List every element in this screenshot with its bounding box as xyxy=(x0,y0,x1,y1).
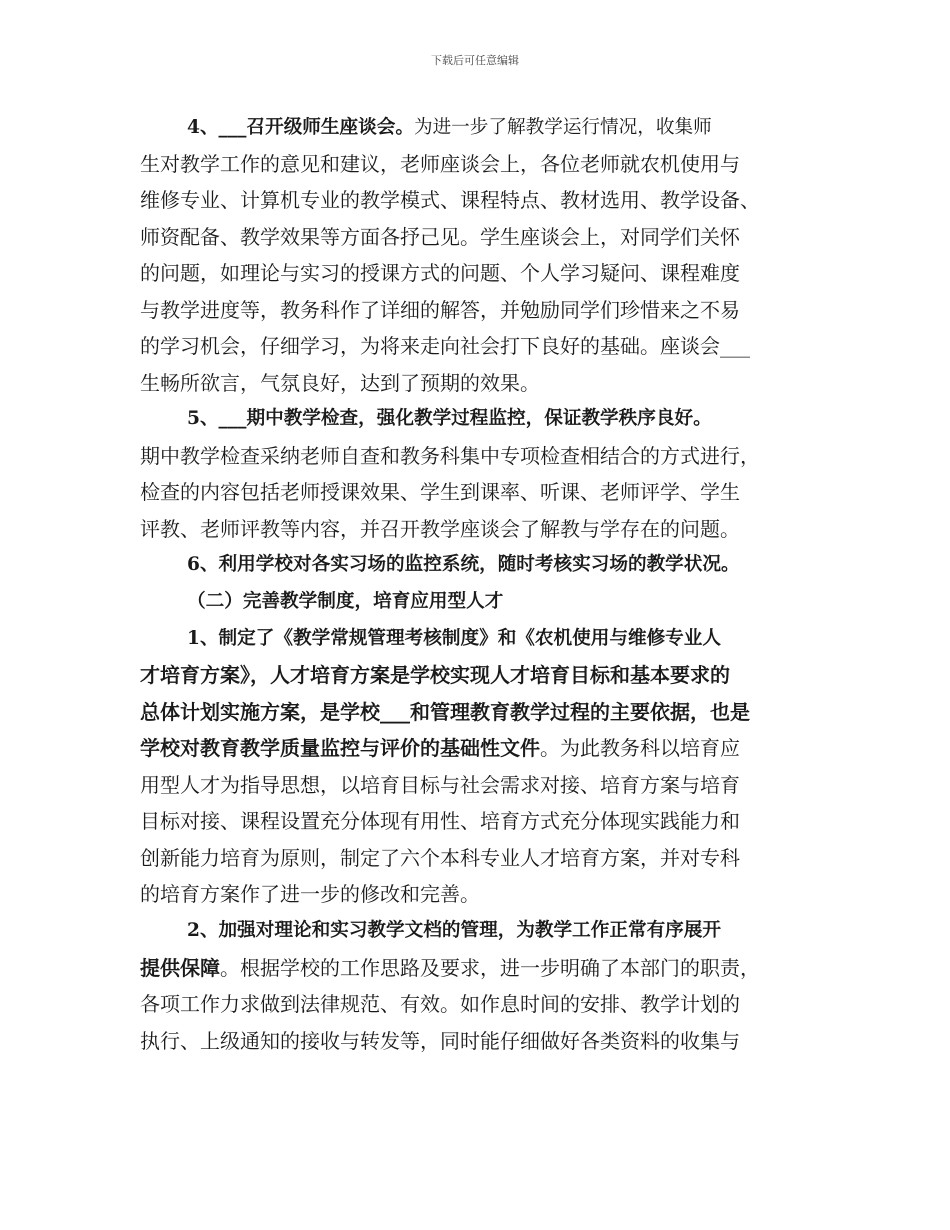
text-line: 5、___期中教学检查，强化教学过程监控，保证教学秩序良好。 xyxy=(187,408,712,429)
text-line: 学校对教育教学质量监控与评价的基础性文件。为此教务科以培育应 xyxy=(140,736,740,760)
text-line: 生畅所欲言，气氛良好，达到了预期的效果。 xyxy=(140,371,540,395)
text-line: 执行、上级通知的接收与转发等，同时能仔细做好各类资料的收集与 xyxy=(140,1029,740,1053)
text-line: 2、加强对理论和实习教学文档的管理，为教学工作正常有序展开 xyxy=(187,920,722,941)
text-line: 提供保障。根据学校的工作思路及要求，进一步明确了本部门的职责， xyxy=(140,956,760,980)
text-line: 的培育方案作了进一步的修改和完善。 xyxy=(140,882,480,906)
text-line: 6、利用学校对各实习场的监控系统，随时考核实习场的教学状况。 xyxy=(187,554,740,575)
page-header: 下载后可任意编辑 xyxy=(431,54,519,67)
text-line: 生对教学工作的意见和建议，老师座谈会上，各位老师就农机使用与 xyxy=(140,152,740,176)
text-line: 的学习机会，仔细学习，为将来走向社会打下良好的基础。座谈会___ xyxy=(140,334,750,358)
text-line: 维修专业、计算机专业的教学模式、课程特点、教材选用、教学设备、 xyxy=(140,188,760,212)
section-heading: （二）完善教学制度，培育应用型人才 xyxy=(187,591,504,612)
text-line: 用型人才为指导思想，以培育目标与社会需求对接、培育方案与培育 xyxy=(140,773,740,797)
text-line: 的问题，如理论与实习的授课方式的问题、个人学习疑问、课程难度 xyxy=(140,261,740,285)
text-line: 师资配备、教学效果等方面各抒己见。学生座谈会上，对同学们关怀 xyxy=(140,225,740,249)
text-line: 评教、老师评教等内容，并召开教学座谈会了解教与学存在的问题。 xyxy=(140,517,740,541)
text-line: 目标对接、课程设置充分体现有用性、培育方式充分体现实践能力和 xyxy=(140,809,740,833)
text-line: 4、___召开级师生座谈会。为进一步了解教学运行情况，收集师 xyxy=(187,117,712,138)
text-line: 各项工作力求做到法律规范、有效。如作息时间的安排、教学计划的 xyxy=(140,992,740,1016)
text-line: 总体计划实施方案，是学校___和管理教育教学过程的主要依据，也是 xyxy=(140,700,750,724)
text-line: 才培育方案》，人才培育方案是学校实现人才培育目标和基本要求的 xyxy=(140,663,730,687)
text-line: 期中教学检查采纳老师自查和教务科集中专项检查相结合的方式进行， xyxy=(140,444,760,468)
text-line: 与教学进度等，教务科作了详细的解答，并勉励同学们珍惜来之不易 xyxy=(140,298,740,322)
text-line: 1、制定了《教学常规管理考核制度》和《农机使用与维修专业人 xyxy=(187,628,722,649)
text-line: 检查的内容包括老师授课效果、学生到课率、听课、老师评学、学生 xyxy=(140,480,740,504)
text-line: 创新能力培育为原则，制定了六个本科专业人才培育方案，并对专科 xyxy=(140,846,740,870)
